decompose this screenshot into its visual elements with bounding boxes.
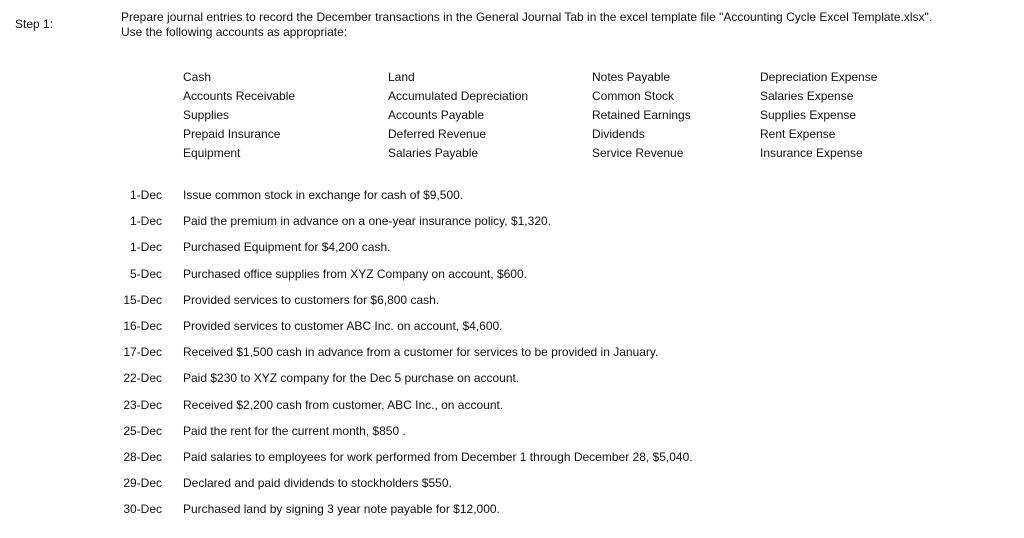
transaction-row	[0, 267, 1024, 293]
transaction-row	[0, 293, 1024, 319]
accounts-column-2	[388, 70, 588, 165]
transaction-description: Purchased office supplies from XYZ Company on account, $600.	[183, 266, 527, 281]
transaction-description: Paid the premium in advance on a one-year insurance policy, $1,320.	[183, 214, 551, 229]
transaction-row	[0, 319, 1024, 345]
transaction-description: Purchased Equipment for $4,200 cash.	[183, 240, 391, 255]
step-label: Step 1:	[15, 17, 54, 31]
account-name: Supplies Expense	[760, 108, 857, 122]
account-name: Insurance Expense	[760, 146, 863, 160]
transaction-description: Provided services to customers for $6,800 cash.	[183, 292, 440, 307]
transaction-date: 25-Dec	[123, 423, 162, 438]
transaction-row	[0, 214, 1024, 240]
transaction-date: 1-Dec	[129, 188, 162, 202]
account-name: Service Revenue	[592, 146, 684, 160]
account-name: Salaries Expense	[760, 89, 854, 103]
transaction-row	[0, 371, 1024, 397]
transaction-date: 29-Dec	[123, 476, 162, 491]
transaction-description: Received $1,500 cash in advance from a customer for services to be provided in January.	[183, 345, 659, 360]
transaction-date: 23-Dec	[123, 397, 162, 412]
transaction-row	[0, 502, 1024, 528]
transaction-description: Received $2,200 cash from customer, ABC Inc., on account.	[183, 397, 504, 412]
account-name: Equipment	[183, 146, 241, 160]
account-name: Rent Expense	[760, 127, 836, 141]
transaction-row	[0, 450, 1024, 476]
transaction-description: Paid salaries to employees for work performed from December 1 through December 28, $5,040.	[183, 449, 693, 464]
account-name: Retained Earnings	[592, 108, 691, 122]
transaction-description: Provided services to customer ABC Inc. on account, $4,600.	[183, 318, 503, 333]
transaction-date: 30-Dec	[123, 502, 162, 517]
transaction-date: 16-Dec	[123, 318, 162, 333]
account-name: Cash	[183, 70, 212, 84]
transaction-row	[0, 240, 1024, 266]
transactions-list	[0, 188, 1024, 528]
transaction-date: 5-Dec	[129, 266, 162, 281]
transaction-row	[0, 476, 1024, 502]
transaction-description: Purchased land by signing 3 year note payable for $12,000.	[183, 502, 500, 517]
transaction-date: 22-Dec	[123, 371, 162, 386]
transaction-row	[0, 424, 1024, 450]
account-name: Deferred Revenue	[388, 127, 487, 141]
transaction-date: 15-Dec	[123, 292, 162, 307]
instructions-text: Prepare journal entries to record the December transactions in the General Journal Tab in the excel template file "Accounting Cycle Excel Template.xlsx". Use the following accounts as appropriate:	[121, 10, 933, 39]
transaction-description: Paid $230 to XYZ company for the Dec 5 purchase on account.	[183, 371, 520, 386]
transaction-date: 1-Dec	[129, 240, 162, 255]
accounts-column-4	[760, 70, 960, 165]
account-name: Accounts Payable	[388, 108, 485, 122]
transaction-row	[0, 345, 1024, 371]
transaction-description: Declared and paid dividends to stockholders $550.	[183, 476, 452, 491]
account-name: Notes Payable	[592, 70, 671, 84]
transaction-row	[0, 188, 1024, 214]
account-name: Accounts Receivable	[183, 89, 296, 103]
transaction-description: Paid the rent for the current month, $850 .	[183, 423, 406, 438]
transaction-date: 17-Dec	[123, 345, 162, 360]
account-name: Salaries Payable	[388, 146, 479, 160]
account-name: Depreciation Expense	[760, 70, 878, 84]
transaction-date: 1-Dec	[129, 214, 162, 229]
transaction-date: 28-Dec	[123, 449, 162, 464]
account-name: Supplies	[183, 108, 230, 122]
account-name: Dividends	[592, 127, 645, 141]
account-name: Common Stock	[592, 89, 675, 103]
account-name: Prepaid Insurance	[183, 127, 281, 141]
account-name: Land	[388, 70, 415, 84]
accounts-column-1	[183, 70, 383, 165]
account-name: Accumulated Depreciation	[388, 89, 529, 103]
transaction-row	[0, 398, 1024, 424]
transaction-description: Issue common stock in exchange for cash of $9,500.	[183, 188, 464, 202]
